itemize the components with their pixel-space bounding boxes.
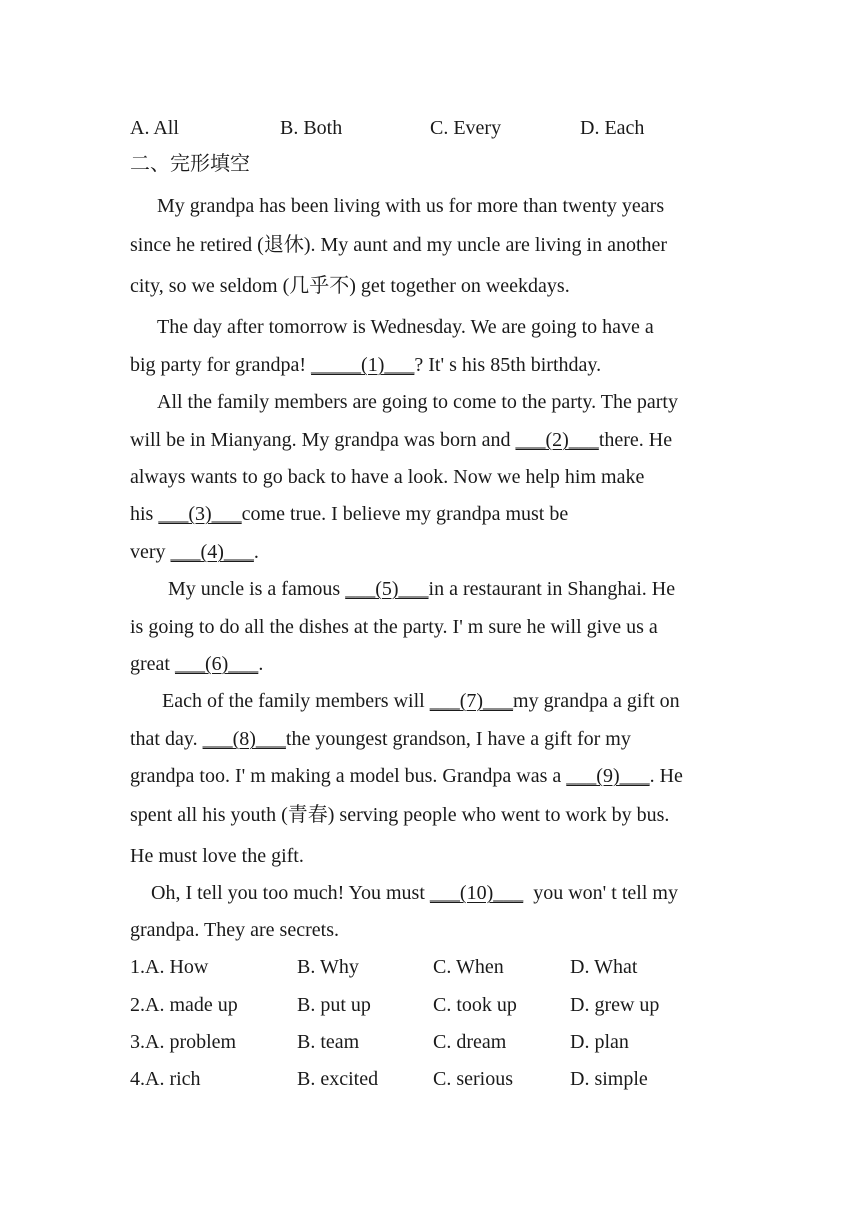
text-segment: in a restaurant in Shanghai. He [428,578,676,600]
option-d: D. grew up [570,994,660,1016]
text-segment: there. He [598,429,673,451]
passage-line: is going to do all the dishes at the party. I' m sure he will give us a [130,616,658,638]
text-segment: My uncle is a famous [168,578,346,600]
passage-line [130,353,601,377]
option-b: B. Both [280,117,343,139]
passage-line: He must love the gift. [130,845,304,867]
passage-line [130,428,672,452]
text-segment: his [130,503,159,525]
passage-line [162,689,680,713]
text-segment: will be in Mianyang. My grandpa was born and [130,429,516,451]
option-d: D. What [570,956,638,978]
question-3-options [0,1030,860,1054]
option-c: C. dream [433,1031,507,1053]
option-a: A. All [130,117,179,139]
text-segment: you won' t tell my [523,882,678,904]
text-segment: the youngest grandson, I have a gift for my [285,728,631,750]
text-segment: very [130,541,171,563]
passage-line [130,502,568,526]
blank-5: ___(5)___ [345,578,429,600]
blank-1: _____(1)___ [311,354,415,376]
text-segment: Oh, I tell you too much! You must [151,882,430,904]
text-segment: Each of the family members will [162,690,430,712]
option-b: B. put up [297,994,371,1016]
question-2-options [0,993,860,1017]
passage-line: since he retired (退休). My aunt and my uncle are living in another [130,234,668,256]
option-c: C. serious [433,1068,513,1090]
section-title: 二、完形填空 [130,153,250,175]
option-b: B. excited [297,1068,379,1090]
option-c: C. took up [433,994,517,1016]
option-d: D. Each [580,117,645,139]
text-segment: grandpa too. I' m making a model bus. Grandpa was a [130,765,567,787]
prev-question-options [0,116,860,140]
passage-line: grandpa. They are secrets. [130,919,339,941]
passage-line [130,540,259,564]
blank-4: ___(4)___ [170,541,254,563]
passage-line [168,577,675,601]
passage-line [151,881,678,905]
text-segment: that day. [130,728,203,750]
blank-8: ___(8)___ [202,728,286,750]
option-a: 1.A. How [130,956,209,978]
text-segment: . [253,541,259,563]
option-d: D. plan [570,1031,629,1053]
option-c: C. Every [430,117,502,139]
blank-7: ___(7)___ [429,690,514,712]
passage-line: The day after tomorrow is Wednesday. We are going to have a [157,316,654,338]
option-a: 3.A. problem [130,1031,237,1053]
text-segment: . [258,653,264,675]
passage-line [130,652,263,676]
option-d: D. simple [570,1068,648,1090]
passage-line: city, so we seldom (几乎不) get together on weekdays. [130,275,570,297]
blank-6: ___(6)___ [174,653,259,675]
option-a: 2.A. made up [130,994,238,1016]
option-c: C. When [433,956,504,978]
text-segment: my grandpa a gift on [513,690,680,712]
option-a: 4.A. rich [130,1068,201,1090]
text-segment: ? It' s his 85th birthday. [414,354,602,376]
passage-line: spent all his youth (青春) serving people who went to work by bus. [130,804,670,826]
passage-line [130,764,683,788]
question-4-options [0,1067,860,1091]
option-b: B. Why [297,956,359,978]
passage-line: All the family members are going to come to the party. The party [157,391,678,413]
passage-line: My grandpa has been living with us for more than twenty years [157,195,665,217]
blank-10: ___(10)___ [429,882,524,904]
question-1-options [0,955,860,979]
blank-3: ___(3)___ [158,503,242,525]
text-segment: come true. I believe my grandpa must be [241,503,569,525]
option-b: B. team [297,1031,360,1053]
text-segment: great [130,653,175,675]
passage-line [130,727,631,751]
blank-2: ___(2)___ [515,429,599,451]
text-segment: . He [649,765,683,787]
passage-line: always wants to go back to have a look. Now we help him make [130,466,645,488]
text-segment: big party for grandpa! [130,354,312,376]
blank-9: ___(9)___ [566,765,650,787]
